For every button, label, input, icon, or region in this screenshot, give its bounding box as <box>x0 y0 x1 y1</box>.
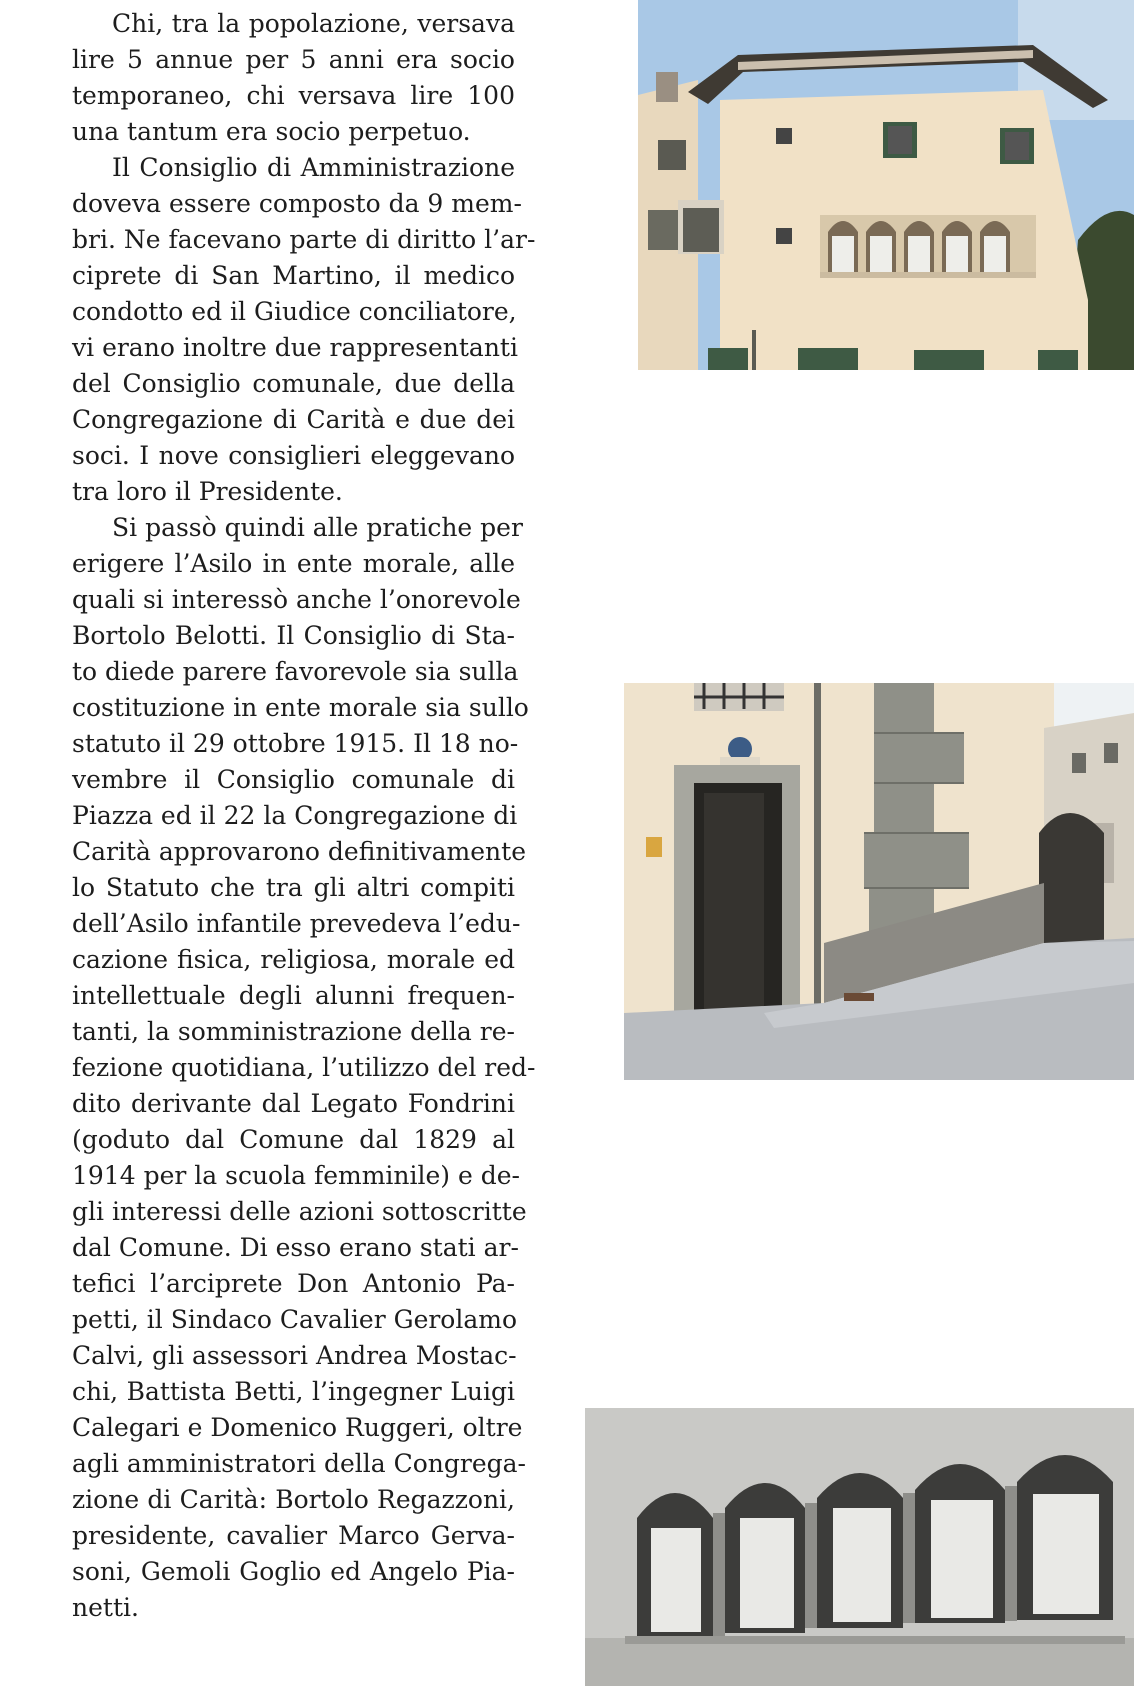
text-line: Bortolo Belotti. Il Consiglio di Sta- <box>72 621 515 650</box>
text-line: una tantum era socio perpetuo. <box>72 117 471 146</box>
text-line: doveva essere composto da 9 mem- <box>72 189 522 218</box>
text-line: Carità approvarono definitivamente <box>72 837 527 866</box>
text-line: Si passò quindi alle pratiche per <box>112 513 523 542</box>
text-line: statuto il 29 ottobre 1915. Il 18 no- <box>72 729 519 758</box>
text-line: Il Consiglio di Amministrazione <box>112 153 515 182</box>
article-text <box>72 6 536 1626</box>
arched-windows-image <box>585 1408 1134 1686</box>
text-line: presidente, cavalier Marco Gerva- <box>72 1521 515 1550</box>
text-line: bri. Ne facevano parte di diritto l’ar- <box>72 225 536 254</box>
building-facade-image <box>638 0 1134 370</box>
text-line: petti, il Sindaco Cavalier Gerolamo <box>72 1305 518 1334</box>
text-line: chi, Battista Betti, l’ingegner Luigi <box>72 1377 515 1406</box>
arched-windows-bw-photo <box>585 1408 1134 1686</box>
text-line: vembre il Consiglio comunale di <box>72 765 515 794</box>
text-line: zione di Carità: Bortolo Regazzoni, <box>72 1485 515 1514</box>
text-line: lire 5 annue per 5 anni era socio <box>72 45 515 74</box>
text-line: to diede parere favorevole sia sulla <box>72 657 519 686</box>
text-line: soni, Gemoli Goglio ed Angelo Pia- <box>72 1557 515 1586</box>
text-line: Calegari e Domenico Ruggeri, oltre <box>72 1413 523 1442</box>
text-line: temporaneo, chi versava lire 100 <box>72 81 515 110</box>
text-line: costituzione in ente morale sia sullo <box>72 693 529 722</box>
text-line: tra loro il Presidente. <box>72 477 343 506</box>
text-line: fezione quotidiana, l’utilizzo del red- <box>72 1053 536 1082</box>
text-line: dell’Asilo infantile prevedeva l’edu- <box>72 909 521 938</box>
entrance-doorway-image <box>624 683 1134 1080</box>
paragraph-2 <box>72 150 536 510</box>
text-line: 1914 per la scuola femminile) e de- <box>72 1161 520 1190</box>
text-line: Chi, tra la popolazione, versava <box>112 9 515 38</box>
text-line: soci. I nove consiglieri eleggevano <box>72 441 515 470</box>
text-line: erigere l’Asilo in ente morale, alle <box>72 549 515 578</box>
text-line: lo Statuto che tra gli altri compiti <box>72 873 515 902</box>
text-line: tefici l’arciprete Don Antonio Pa- <box>72 1269 515 1298</box>
text-line: gli interessi delle azioni sottoscritte <box>72 1197 527 1226</box>
text-line: ciprete di San Martino, il medico <box>72 261 515 290</box>
text-line: Piazza ed il 22 la Congregazione di <box>72 801 518 830</box>
paragraph-1 <box>72 6 515 150</box>
building-facade-photo <box>638 0 1134 370</box>
text-line: dal Comune. Di esso erano stati ar- <box>72 1233 519 1262</box>
text-line: intellettuale degli alunni frequen- <box>72 981 515 1010</box>
text-line: dito derivante dal Legato Fondrini <box>72 1089 515 1118</box>
text-line: condotto ed il Giudice conciliatore, <box>72 297 517 326</box>
paragraph-3 <box>72 510 536 1626</box>
text-line: agli amministratori della Congrega- <box>72 1449 527 1478</box>
text-line: vi erano inoltre due rappresentanti <box>72 333 518 362</box>
entrance-doorway-photo <box>624 683 1134 1080</box>
text-line: netti. <box>72 1593 139 1622</box>
text-line: Congregazione di Carità e due dei <box>72 405 515 434</box>
text-line: (goduto dal Comune dal 1829 al <box>72 1125 515 1154</box>
text-line: tanti, la somministrazione della re- <box>72 1017 515 1046</box>
text-line: Calvi, gli assessori Andrea Mostac- <box>72 1341 517 1370</box>
text-line: quali si interessò anche l’onorevole <box>72 585 521 614</box>
text-line: cazione fisica, religiosa, morale ed <box>72 945 515 974</box>
text-line: del Consiglio comunale, due della <box>72 369 515 398</box>
